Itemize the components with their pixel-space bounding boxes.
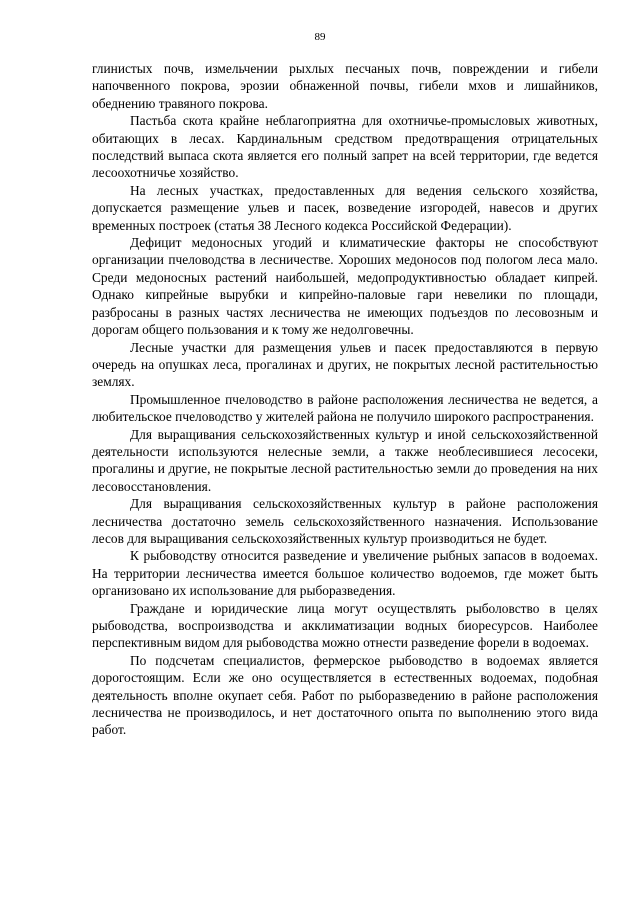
paragraph-crop-cultivation: Для выращивания сельскохозяйственных культур в районе расположения лесничества достаточно земель сельскохозяйственного назначения. Использование лесов для выращивания сельскохозяйственных культур производиться не будет.: [92, 496, 598, 546]
paragraph-fish-farming-costs: По подсчетам специалистов, фермерское рыбоводство в водоемах является дорогостоящим. Если же оно осуществляется в естественных водоемах, подобная деятельность вполне окупает себя. Работ по рыборазведению в районе расположения лесничества не производилось, и нет достаточного опыта по выполнению этого вида работ.: [92, 652, 598, 738]
paragraph-industrial-beekeeping: Промышленное пчеловодство в районе расположения лесничества не ведется, а любительское пчеловодство у жителей района не получило широкого распространения.: [92, 391, 598, 425]
body-text: [92, 60, 598, 739]
paragraph-agricultural-plots: На лесных участках, предоставленных для ведения сельского хозяйства, допускается размещение ульев и пасек, возведение изгородей, навесов и других временных построек (статья 38 Лесного кодекса Российской Федерации).: [92, 182, 598, 233]
paragraph-continuation: глинистых почв, измельчении рыхлых песчаных почв, повреждении и гибели напочвенного покрова, эрозии обнаженной почвы, гибели мхов и лишайников, обеднению травяного покрова.: [92, 61, 598, 111]
paragraph-fishing-rights: Граждане и юридические лица могут осуществлять рыболовство в целях рыбоводства, воспроизводства и акклиматизации водных биоресурсов. Наиболее перспективным видом для рыбоводства можно отнести разведение форели в водоемах.: [92, 600, 598, 651]
paragraph-fish-farming: К рыбоводству относится разведение и увеличение рыбных запасов в водоемах. На территории лесничества имеется большое количество водоемов, где может быть организовано их использование для рыборазведения.: [92, 548, 598, 599]
paragraph-crop-lands: Для выращивания сельскохозяйственных культур и иной сельскохозяйственной деятельности используются нелесные земли, а также необлесившиеся лесосеки, прогалины и другие, не покрытые лесной растительностью земли до проведения на них лесовосстановления.: [92, 426, 598, 494]
paragraph-livestock-grazing: Пастьба скота крайне неблагоприятна для охотничье-промысловых животных, обитающих в лесах. Кардинальным средством предотвращения отрицательных последствий выпаса скота является его полный запрет на всей территории, где ведется лесоохотничье хозяйство.: [92, 113, 598, 181]
paragraph-honey-plants-deficit: Дефицит медоносных угодий и климатические факторы не способствуют организации пчеловодства в лесничестве. Хороших медоносов под пологом леса мало. Среди медоносных растений наибольшей, медопродуктивностью обладает кипрей. Однако кипрейные вырубки и кипрейно-паловые гари невелики по площади, разбросаны в разных частях лесничества не имеющих подъездов по лесовозным и дорогам общего пользования и к тому же недолговечны.: [92, 235, 598, 338]
page-number: 89: [314, 31, 326, 43]
paragraph-apiary-plots: Лесные участки для размещения ульев и пасек предоставляются в первую очередь на опушках леса, прогалинах и других, не покрытых лесной растительностью землях.: [92, 339, 598, 390]
